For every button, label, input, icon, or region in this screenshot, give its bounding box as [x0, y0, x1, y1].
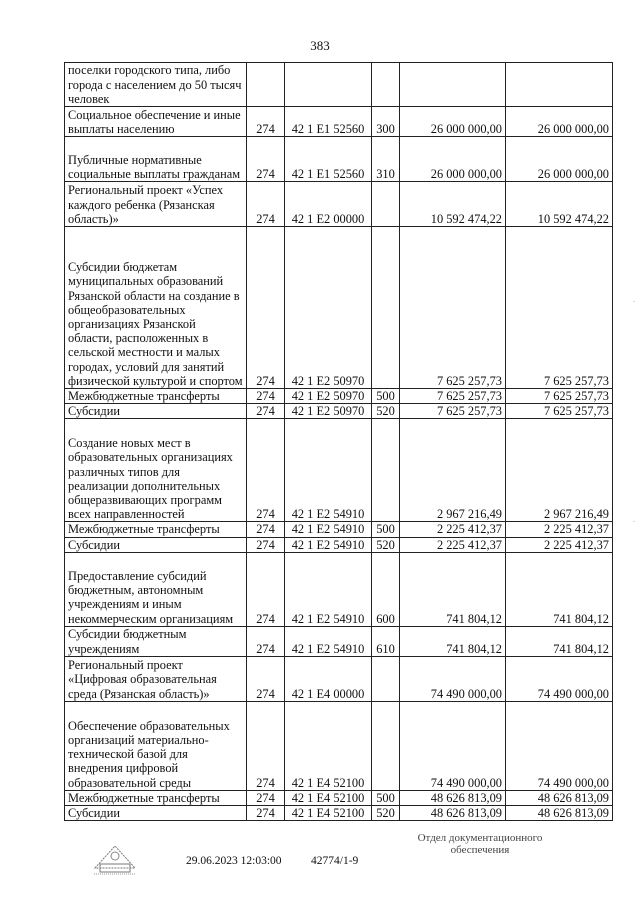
cell-s1: 2 225 412,37 — [400, 522, 506, 537]
cell-s1: 2 967 216,49 — [400, 419, 506, 522]
cell-s2: 2 225 412,37 — [506, 537, 613, 552]
table-row — [65, 806, 613, 821]
table-row — [65, 522, 613, 537]
cell-s2: 10 592 474,22 — [506, 182, 613, 227]
cell-vr: 310 — [372, 137, 400, 182]
cell-s1: 7 625 257,73 — [400, 404, 506, 419]
department-stamp — [395, 832, 565, 856]
cell-s2: 2 225 412,37 — [506, 522, 613, 537]
cell-s1: 10 592 474,22 — [400, 182, 506, 227]
table-row — [65, 626, 613, 656]
cell-gr: 274 — [247, 790, 285, 805]
cell-gr: 274 — [247, 137, 285, 182]
cell-csr: 42 1 E4 52100 — [285, 790, 372, 805]
margin-scan-mark: · — [629, 300, 638, 303]
cell-vr — [372, 419, 400, 522]
cell-name: Межбюджетные трансферты — [65, 522, 247, 537]
cell-vr: 610 — [372, 626, 400, 656]
table-row — [65, 389, 613, 404]
cell-vr: 300 — [372, 107, 400, 137]
stamp-line-2: обеспечения — [450, 844, 510, 856]
cell-csr: 42 1 E2 54910 — [285, 626, 372, 656]
cell-vr — [372, 182, 400, 227]
cell-s2: 7 625 257,73 — [506, 389, 613, 404]
cell-gr: 274 — [247, 626, 285, 656]
cell-gr: 274 — [247, 537, 285, 552]
cell-name: Межбюджетные трансферты — [65, 389, 247, 404]
cell-name: Создание новых мест в образовательных организациях различных типов для реализации дополнительных общеразвивающих программ всех направленностей — [65, 419, 247, 522]
cell-csr: 42 1 E2 50970 — [285, 404, 372, 419]
cell-s1: 7 625 257,73 — [400, 227, 506, 389]
cell-vr: 520 — [372, 537, 400, 552]
cell-gr: 274 — [247, 419, 285, 522]
cell-s1: 7 625 257,73 — [400, 389, 506, 404]
cell-s2: 26 000 000,00 — [506, 107, 613, 137]
emblem-logo — [90, 838, 140, 878]
cell-s1: 741 804,12 — [400, 626, 506, 656]
footer-document-code: 42774/1-9 — [311, 855, 359, 867]
cell-name: Региональный проект «Успех каждого ребенка (Рязанская область)» — [65, 182, 247, 227]
cell-vr — [372, 227, 400, 389]
cell-csr: 42 1 E4 52100 — [285, 806, 372, 821]
cell-gr: 274 — [247, 227, 285, 389]
cell-vr — [372, 656, 400, 701]
cell-s2: 2 967 216,49 — [506, 419, 613, 522]
cell-gr: 274 — [247, 389, 285, 404]
margin-scan-mark: · — [629, 520, 638, 523]
cell-gr: 274 — [247, 107, 285, 137]
cell-vr — [372, 701, 400, 790]
table-row — [65, 107, 613, 137]
cell-csr: 42 1 E1 52560 — [285, 137, 372, 182]
cell-csr: 42 1 E2 50970 — [285, 227, 372, 389]
cell-s1: 26 000 000,00 — [400, 107, 506, 137]
cell-gr: 274 — [247, 404, 285, 419]
cell-s1: 48 626 813,09 — [400, 806, 506, 821]
cell-s1: 2 225 412,37 — [400, 537, 506, 552]
cell-gr: 274 — [247, 656, 285, 701]
cell-s1 — [400, 63, 506, 107]
budget-table-body — [65, 63, 613, 821]
cell-s2: 7 625 257,73 — [506, 404, 613, 419]
table-row — [65, 227, 613, 389]
cell-csr: 42 1 E2 54910 — [285, 537, 372, 552]
cell-vr: 600 — [372, 552, 400, 626]
table-row — [65, 404, 613, 419]
cell-csr: 42 1 E2 50970 — [285, 389, 372, 404]
cell-s1: 48 626 813,09 — [400, 790, 506, 805]
budget-table — [64, 62, 613, 821]
table-row — [65, 537, 613, 552]
stamp-line-1: Отдел документационного — [417, 832, 543, 844]
cell-csr: 42 1 E1 52560 — [285, 107, 372, 137]
cell-s1: 741 804,12 — [400, 552, 506, 626]
cell-csr: 42 1 E2 54910 — [285, 419, 372, 522]
cell-csr: 42 1 E2 00000 — [285, 182, 372, 227]
cell-s2: 7 625 257,73 — [506, 227, 613, 389]
table-row — [65, 137, 613, 182]
cell-vr — [372, 63, 400, 107]
cell-name: поселки городского типа, либо города с населением до 50 тысяч человек — [65, 63, 247, 107]
cell-name: Межбюджетные трансферты — [65, 790, 247, 805]
cell-s2: 741 804,12 — [506, 626, 613, 656]
cell-gr — [247, 63, 285, 107]
cell-s2: 74 490 000,00 — [506, 656, 613, 701]
table-row — [65, 701, 613, 790]
cell-name: Социальное обеспечение и иные выплаты населению — [65, 107, 247, 137]
cell-name: Субсидии — [65, 806, 247, 821]
cell-name: Предоставление субсидий бюджетным, автономным учреждениям и иным некоммерческим организациям — [65, 552, 247, 626]
cell-s2: 48 626 813,09 — [506, 806, 613, 821]
table-row — [65, 419, 613, 522]
cell-csr: 42 1 E2 54910 — [285, 522, 372, 537]
table-row — [65, 63, 613, 107]
cell-name: Субсидии — [65, 404, 247, 419]
cell-csr: 42 1 E4 52100 — [285, 701, 372, 790]
cell-name: Субсидии бюджетным учреждениям — [65, 626, 247, 656]
cell-s2: 48 626 813,09 — [506, 790, 613, 805]
table-row — [65, 552, 613, 626]
cell-s2: 741 804,12 — [506, 552, 613, 626]
cell-name: Региональный проект «Цифровая образовательная среда (Рязанская область)» — [65, 656, 247, 701]
cell-vr: 500 — [372, 522, 400, 537]
cell-name: Обеспечение образовательных организаций материально-технической базой для внедрения цифровой образовательной среды — [65, 701, 247, 790]
cell-vr: 500 — [372, 790, 400, 805]
cell-name: Субсидии бюджетам муниципальных образований Рязанской области на создание в общеобразовательных организациях Рязанской области, расположенных в сельской местности и малых городах, условий для занятий физической культурой и спортом — [65, 227, 247, 389]
cell-s1: 26 000 000,00 — [400, 137, 506, 182]
cell-vr: 500 — [372, 389, 400, 404]
cell-gr: 274 — [247, 182, 285, 227]
table-row — [65, 656, 613, 701]
cell-csr: 42 1 E4 00000 — [285, 656, 372, 701]
cell-vr: 520 — [372, 806, 400, 821]
cell-s1: 74 490 000,00 — [400, 701, 506, 790]
cell-name: Субсидии — [65, 537, 247, 552]
cell-s2: 74 490 000,00 — [506, 701, 613, 790]
table-row — [65, 182, 613, 227]
cell-s1: 74 490 000,00 — [400, 656, 506, 701]
cell-name: Публичные нормативные социальные выплаты гражданам — [65, 137, 247, 182]
cell-s2: 26 000 000,00 — [506, 137, 613, 182]
cell-gr: 274 — [247, 806, 285, 821]
cell-gr: 274 — [247, 552, 285, 626]
cell-csr: 42 1 E2 54910 — [285, 552, 372, 626]
cell-s2 — [506, 63, 613, 107]
cell-gr: 274 — [247, 522, 285, 537]
cell-vr: 520 — [372, 404, 400, 419]
cell-gr: 274 — [247, 701, 285, 790]
cell-csr — [285, 63, 372, 107]
page-number: 383 — [310, 38, 330, 53]
footer-date: 29.06.2023 12:03:00 — [186, 855, 282, 867]
table-row — [65, 790, 613, 805]
